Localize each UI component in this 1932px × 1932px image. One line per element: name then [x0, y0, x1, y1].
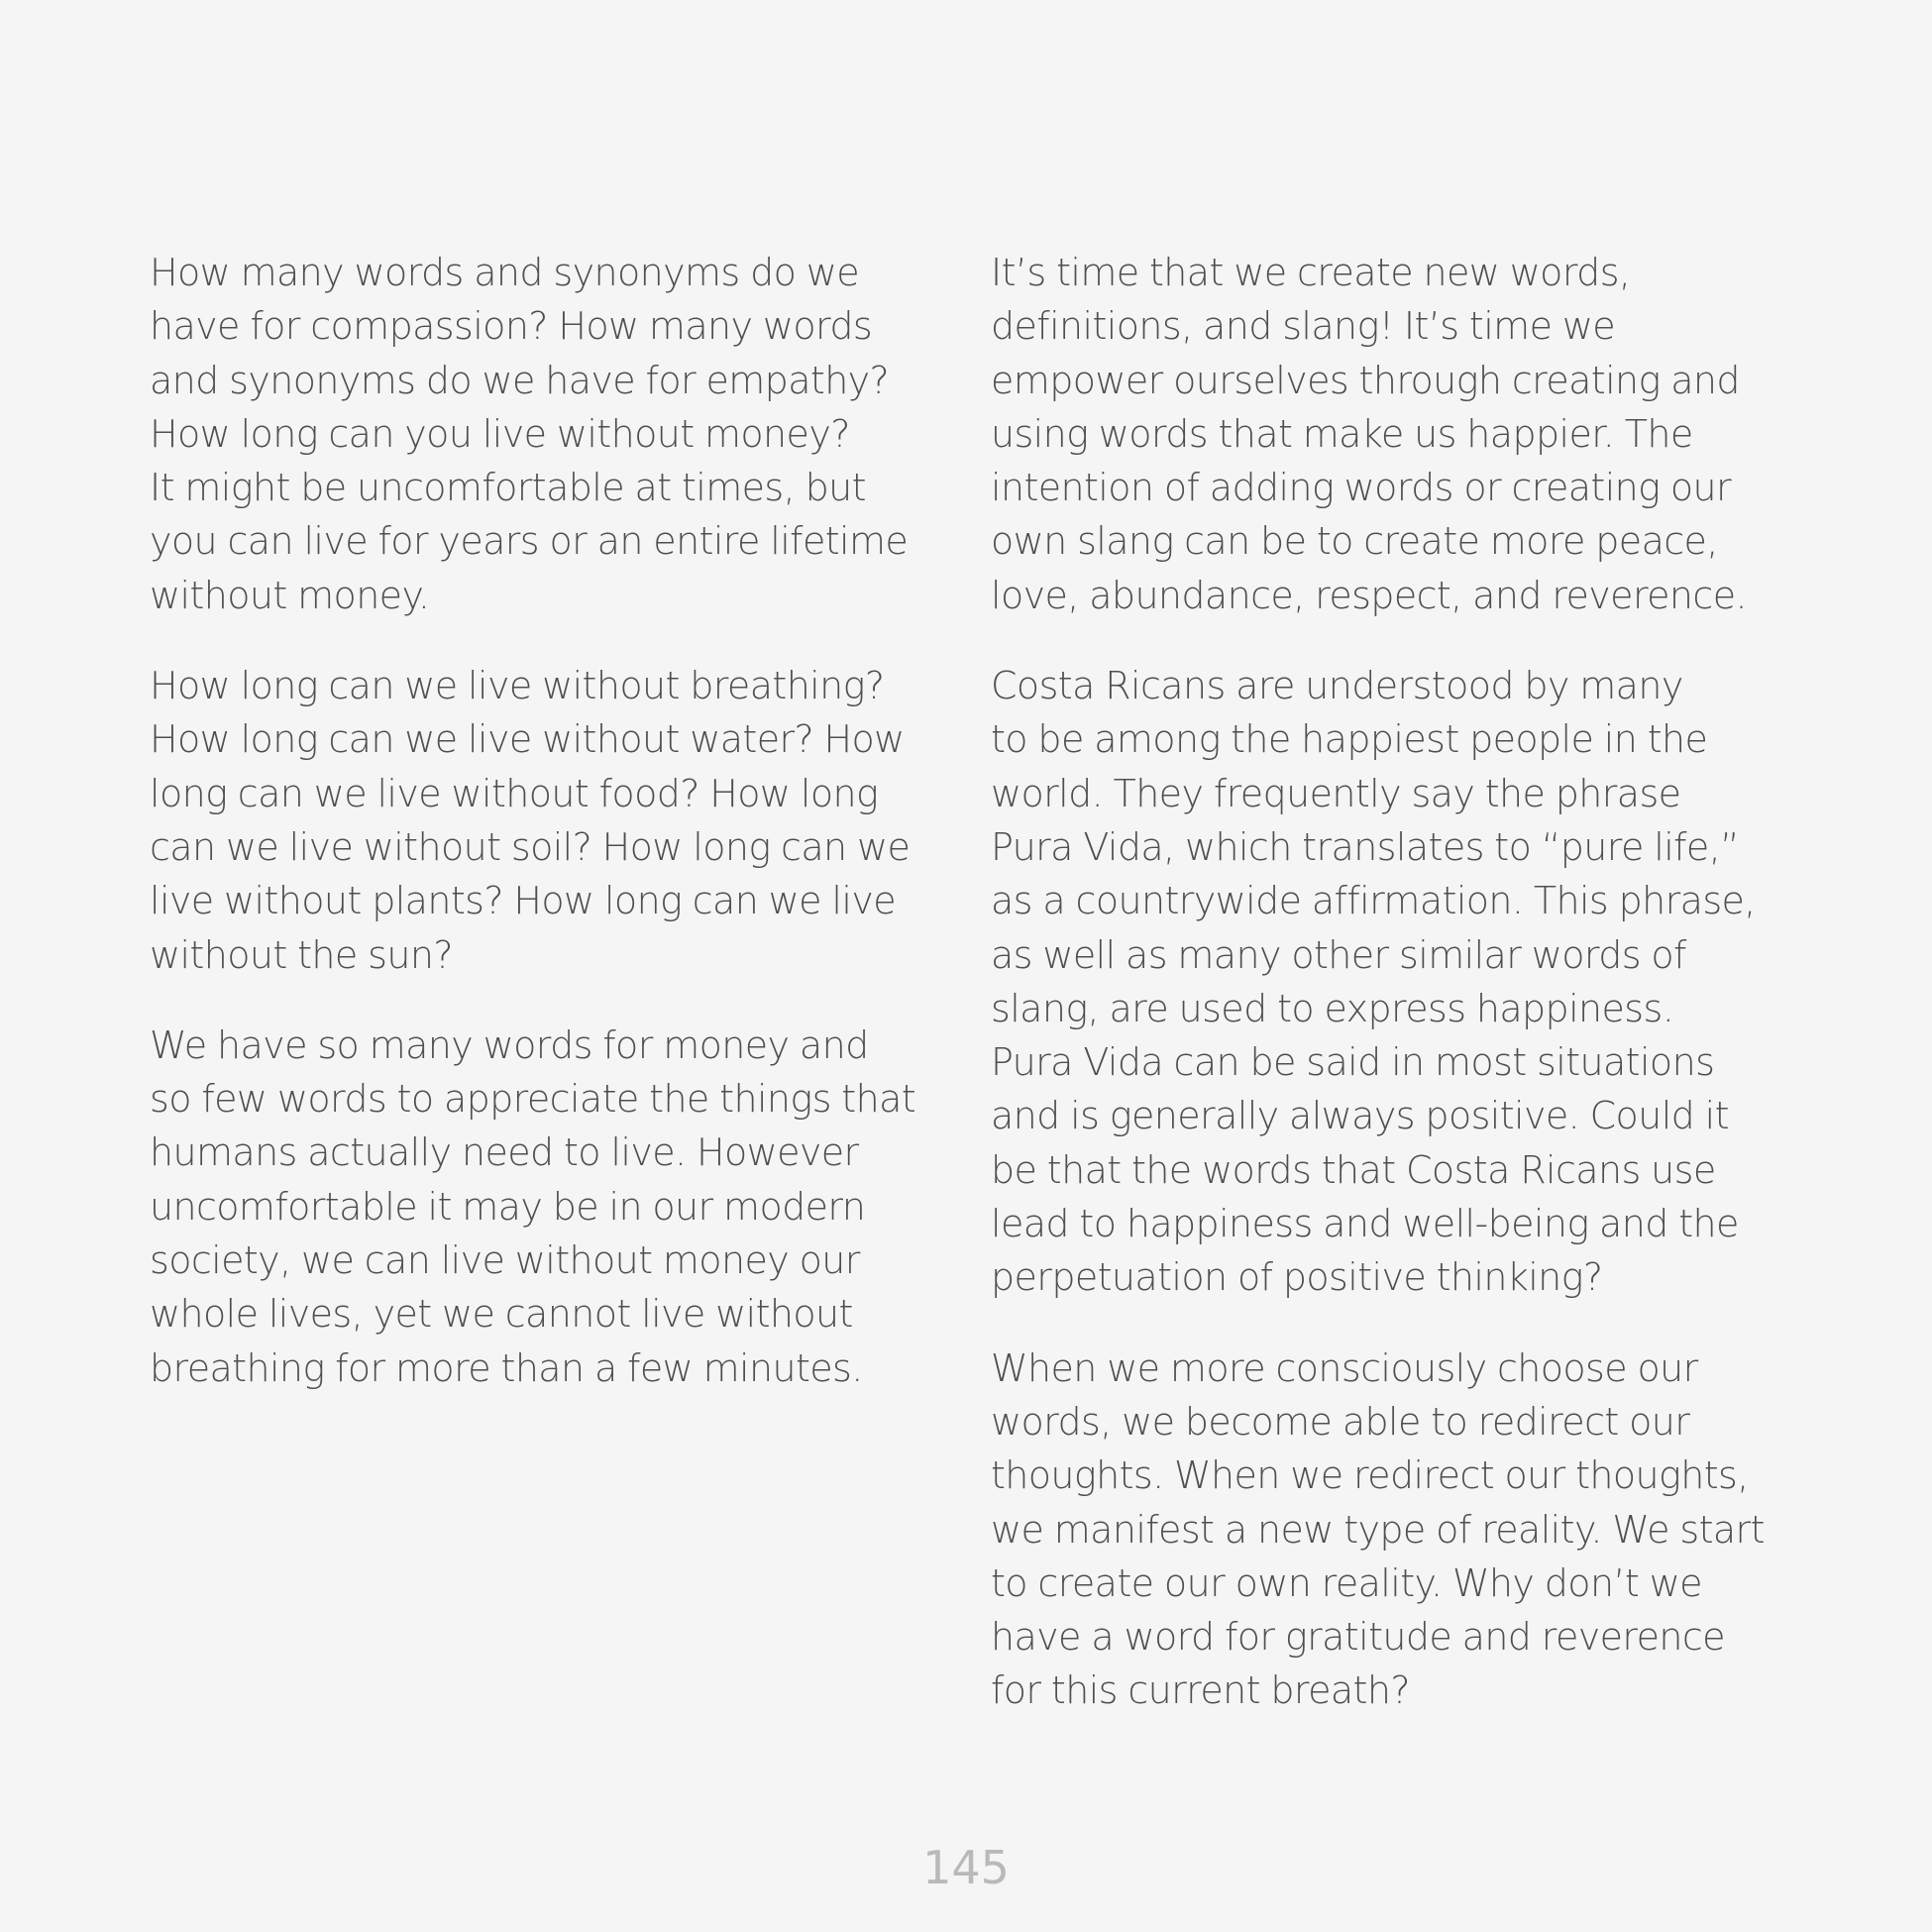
text-line: society, we can live without money our	[150, 1238, 860, 1283]
paragraph	[150, 246, 942, 622]
paragraph	[150, 1019, 942, 1395]
paragraph	[150, 659, 942, 982]
page-number: 145	[922, 1841, 1010, 1894]
text-line: It’s time that we create new words,	[991, 251, 1631, 294]
text-line: uncomfortable it may be in our modern	[150, 1184, 866, 1229]
text-line: How long can you live without money?	[150, 411, 850, 456]
text-line: world. They frequently say the phrase	[991, 771, 1681, 815]
text-line: own slang can be to create more peace,	[991, 519, 1718, 564]
text-line: long can we live without food? How long	[150, 771, 879, 815]
text-line: can we live without soil? How long can we	[150, 824, 911, 869]
text-line: live without plants? How long can we live	[150, 879, 897, 923]
text-line: slang, are used to express happiness.	[991, 986, 1674, 1030]
text-line: without the sun?	[150, 932, 453, 977]
text-line: so few words to appreciate the things that	[150, 1077, 916, 1122]
text-line: to be among the happiest people in the	[991, 717, 1708, 762]
text-line: to create our own reality. Why don’t we	[991, 1560, 1702, 1605]
paragraph	[991, 1342, 1783, 1718]
text-line: as well as many other similar words of	[991, 932, 1686, 977]
text-line: for this current breath?	[991, 1668, 1410, 1713]
text-line: lead to happiness and well-being and the	[991, 1202, 1739, 1246]
left-column	[150, 246, 942, 1432]
text-line: whole lives, yet we cannot live without	[150, 1292, 853, 1337]
text-line: breathing for more than a few minutes.	[150, 1345, 863, 1390]
text-line: as a countrywide affirmation. This phrase,	[991, 879, 1756, 923]
text-line: be that the words that Costa Ricans use	[991, 1147, 1716, 1192]
text-line: and is generally always positive. Could it	[991, 1094, 1729, 1138]
text-line: How many words and synonyms do we	[150, 251, 859, 294]
text-line: Pura Vida can be said in most situations	[991, 1040, 1715, 1085]
text-line: When we more consciously choose our	[991, 1345, 1698, 1390]
text-line: Pura Vida, which translates to “pure life,”	[991, 824, 1740, 869]
paragraph	[991, 659, 1783, 1305]
text-line: humans actually need to live. However	[150, 1130, 859, 1175]
text-line: without money.	[150, 573, 430, 617]
text-line: have a word for gratitude and reverence	[991, 1615, 1725, 1660]
text-line: love, abundance, respect, and reverence.	[991, 573, 1747, 617]
text-line: thoughts. When we redirect our thoughts,	[991, 1453, 1749, 1498]
right-column	[991, 246, 1783, 1755]
text-line: we manifest a new type of reality. We start	[991, 1507, 1765, 1552]
text-line: We have so many words for money and	[150, 1022, 869, 1067]
text-line: definitions, and slang! It’s time we	[991, 304, 1616, 349]
text-line: words, we become able to redirect our	[991, 1399, 1690, 1444]
text-line: perpetuation of positive thinking?	[991, 1255, 1603, 1300]
text-line: How long can we live without breathing?	[150, 664, 885, 708]
text-line: and synonyms do we have for empathy?	[150, 358, 890, 402]
text-line: empower ourselves through creating and	[991, 358, 1740, 402]
text-line: using words that make us happier. The	[991, 411, 1693, 456]
text-line: It might be uncomfortable at times, but	[150, 466, 866, 510]
text-line: Costa Ricans are understood by many	[991, 664, 1683, 708]
text-line: How long can we live without water? How	[150, 717, 905, 762]
text-line: you can live for years or an entire lifetime	[150, 519, 909, 564]
text-line: have for compassion? How many words	[150, 304, 873, 349]
text-line: intention of adding words or creating our	[991, 466, 1731, 510]
paragraph	[991, 246, 1783, 622]
